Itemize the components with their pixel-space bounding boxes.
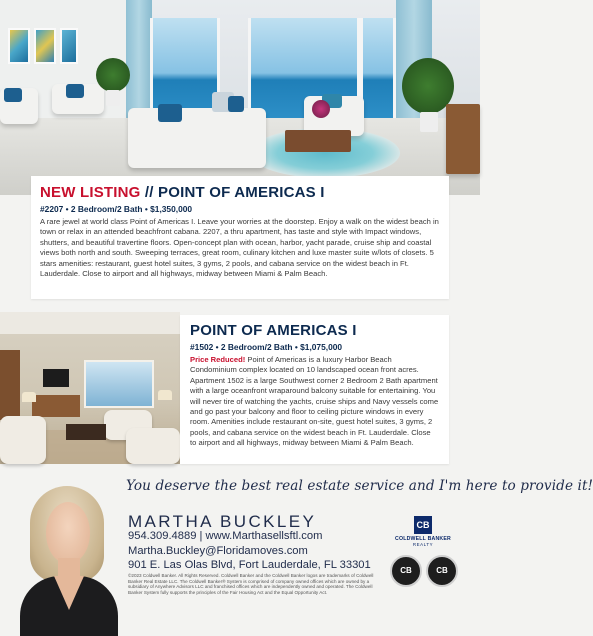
coldwell-banker-logo <box>394 516 452 547</box>
wall-art <box>34 28 56 64</box>
listing-1-heading <box>40 184 440 201</box>
window <box>150 18 220 118</box>
flower-vase <box>312 100 330 118</box>
legal-disclaimer: ©2023 Coldwell Banker. All Rights Reserved. Coldwell Banker and the Coldwell Banker logos are trademarks of Coldwell Banker Real Estate LLC. The Coldwell Banker® System is comprised of company owned offices which are owned by a subsidiary of Anywhere Advisors LLC and franchised offices which are independently owned and operated. The Coldwell Banker System fully supports the principles of the Fair Housing Act and the Equal Opportunity Act. <box>128 573 374 595</box>
agent-name: MARTHA BUCKLEY <box>128 512 317 531</box>
plant-pot <box>420 112 438 132</box>
plant <box>96 58 130 92</box>
price-reduced-label: Price Reduced! <box>190 355 246 364</box>
listing-1-description: A rare jewel at world class Point of Americas I. Leave your worries at the doorstep. Enjoy a walk on the widest beach in town or relax in an attended beachfront cabana. 2207, a thru apartment, has taste and style with Impact windows, shutters, and beautiful travertine floors. Open-concept plan with ocean, harbor, yacht parade, cruise ship and coastal views both north and south. Sweeping terraces, great room, culinary kitchen and luxe master suite w/lots of closets. 5 stars amenities: restaurant, guest hotel suites, 3 gyms, 2 pools, and cabana service on the widest beach in Ft. Lauderdale. Close to airport and all highways, midway between Miami & Palm Beach. <box>40 217 439 279</box>
cb-logo-icon: CB <box>414 516 432 534</box>
pillow <box>158 104 182 122</box>
new-listing-badge: NEW LISTING <box>40 184 141 201</box>
sofa <box>0 416 46 464</box>
agent-tagline: You deserve the best real estate service and I'm here to provide it! <box>126 478 593 494</box>
sofa <box>128 108 266 168</box>
portrait-face <box>46 502 90 564</box>
listing-2-title: POINT OF AMERICAS I <box>190 322 357 339</box>
agent-email[interactable]: Martha.Buckley@Floridamoves.com <box>128 545 308 557</box>
award-seal-icon: CB <box>390 555 422 587</box>
listing-2-details: #1502 • 2 Bedroom/2 Bath • $1,075,000 <box>190 342 343 352</box>
plant-pot <box>106 90 120 106</box>
window <box>84 360 154 408</box>
coffee-table <box>66 424 106 440</box>
television <box>43 369 69 387</box>
agent-phone-website[interactable]: 954.309.4889 | www.Marthasellsftl.com <box>128 530 323 542</box>
ceiling <box>0 312 180 334</box>
pillow <box>4 88 22 102</box>
pillow <box>66 84 84 98</box>
pillow <box>228 96 244 112</box>
hero-photo <box>0 0 480 195</box>
listing-2-description-block <box>190 355 439 449</box>
agent-portrait <box>16 478 120 624</box>
listing-2-description: Point of Americas is a luxury Harbor Beach Condominium complex located on 10 landscaped ocean front acres. Apartment 1502 is a large Southwest corner 2 Bedroom 2 Bath apartment with a large oceanfront wraparound balcony suitable for entertaining. You will never tire of watching the yachts, cruise ships and Navy vessels come and go past your balcony and floor to ceiling picture windows in every room. Amenities include restaurant on-site, guest hotel suites, 3 gyms, 2 pools, and cabana service on the widest beach in Ft. Lauderdale. Close to airport and all highways, midway between Miami & Palm Beach. <box>190 355 439 448</box>
bookshelf <box>0 350 20 420</box>
window <box>360 18 396 118</box>
agent-address: 901 E. Las Olas Blvd, Fort Lauderdale, FL 33301 <box>128 559 371 571</box>
listing-card-1 <box>31 176 449 299</box>
heading-separator: // <box>144 184 154 201</box>
listing-1-details: #2207 • 2 Bedroom/2 Bath • $1,350,000 <box>40 204 193 214</box>
listing-2-photo <box>0 312 180 464</box>
logo-brand-sub: REALTY <box>412 542 434 547</box>
lamp <box>22 392 36 402</box>
listing-1-title: POINT OF AMERICAS I <box>158 184 325 201</box>
award-seal-icon: CB <box>426 555 458 587</box>
tv-cabinet <box>32 395 80 417</box>
side-cabinet <box>446 104 480 174</box>
wall-art <box>60 28 78 64</box>
listing-card-2 <box>180 315 449 464</box>
lamp <box>158 390 172 400</box>
logo-brand-name: COLDWELL BANKER <box>395 536 451 542</box>
coffee-table <box>285 130 351 152</box>
sofa <box>126 428 180 464</box>
wall-art <box>8 28 30 64</box>
